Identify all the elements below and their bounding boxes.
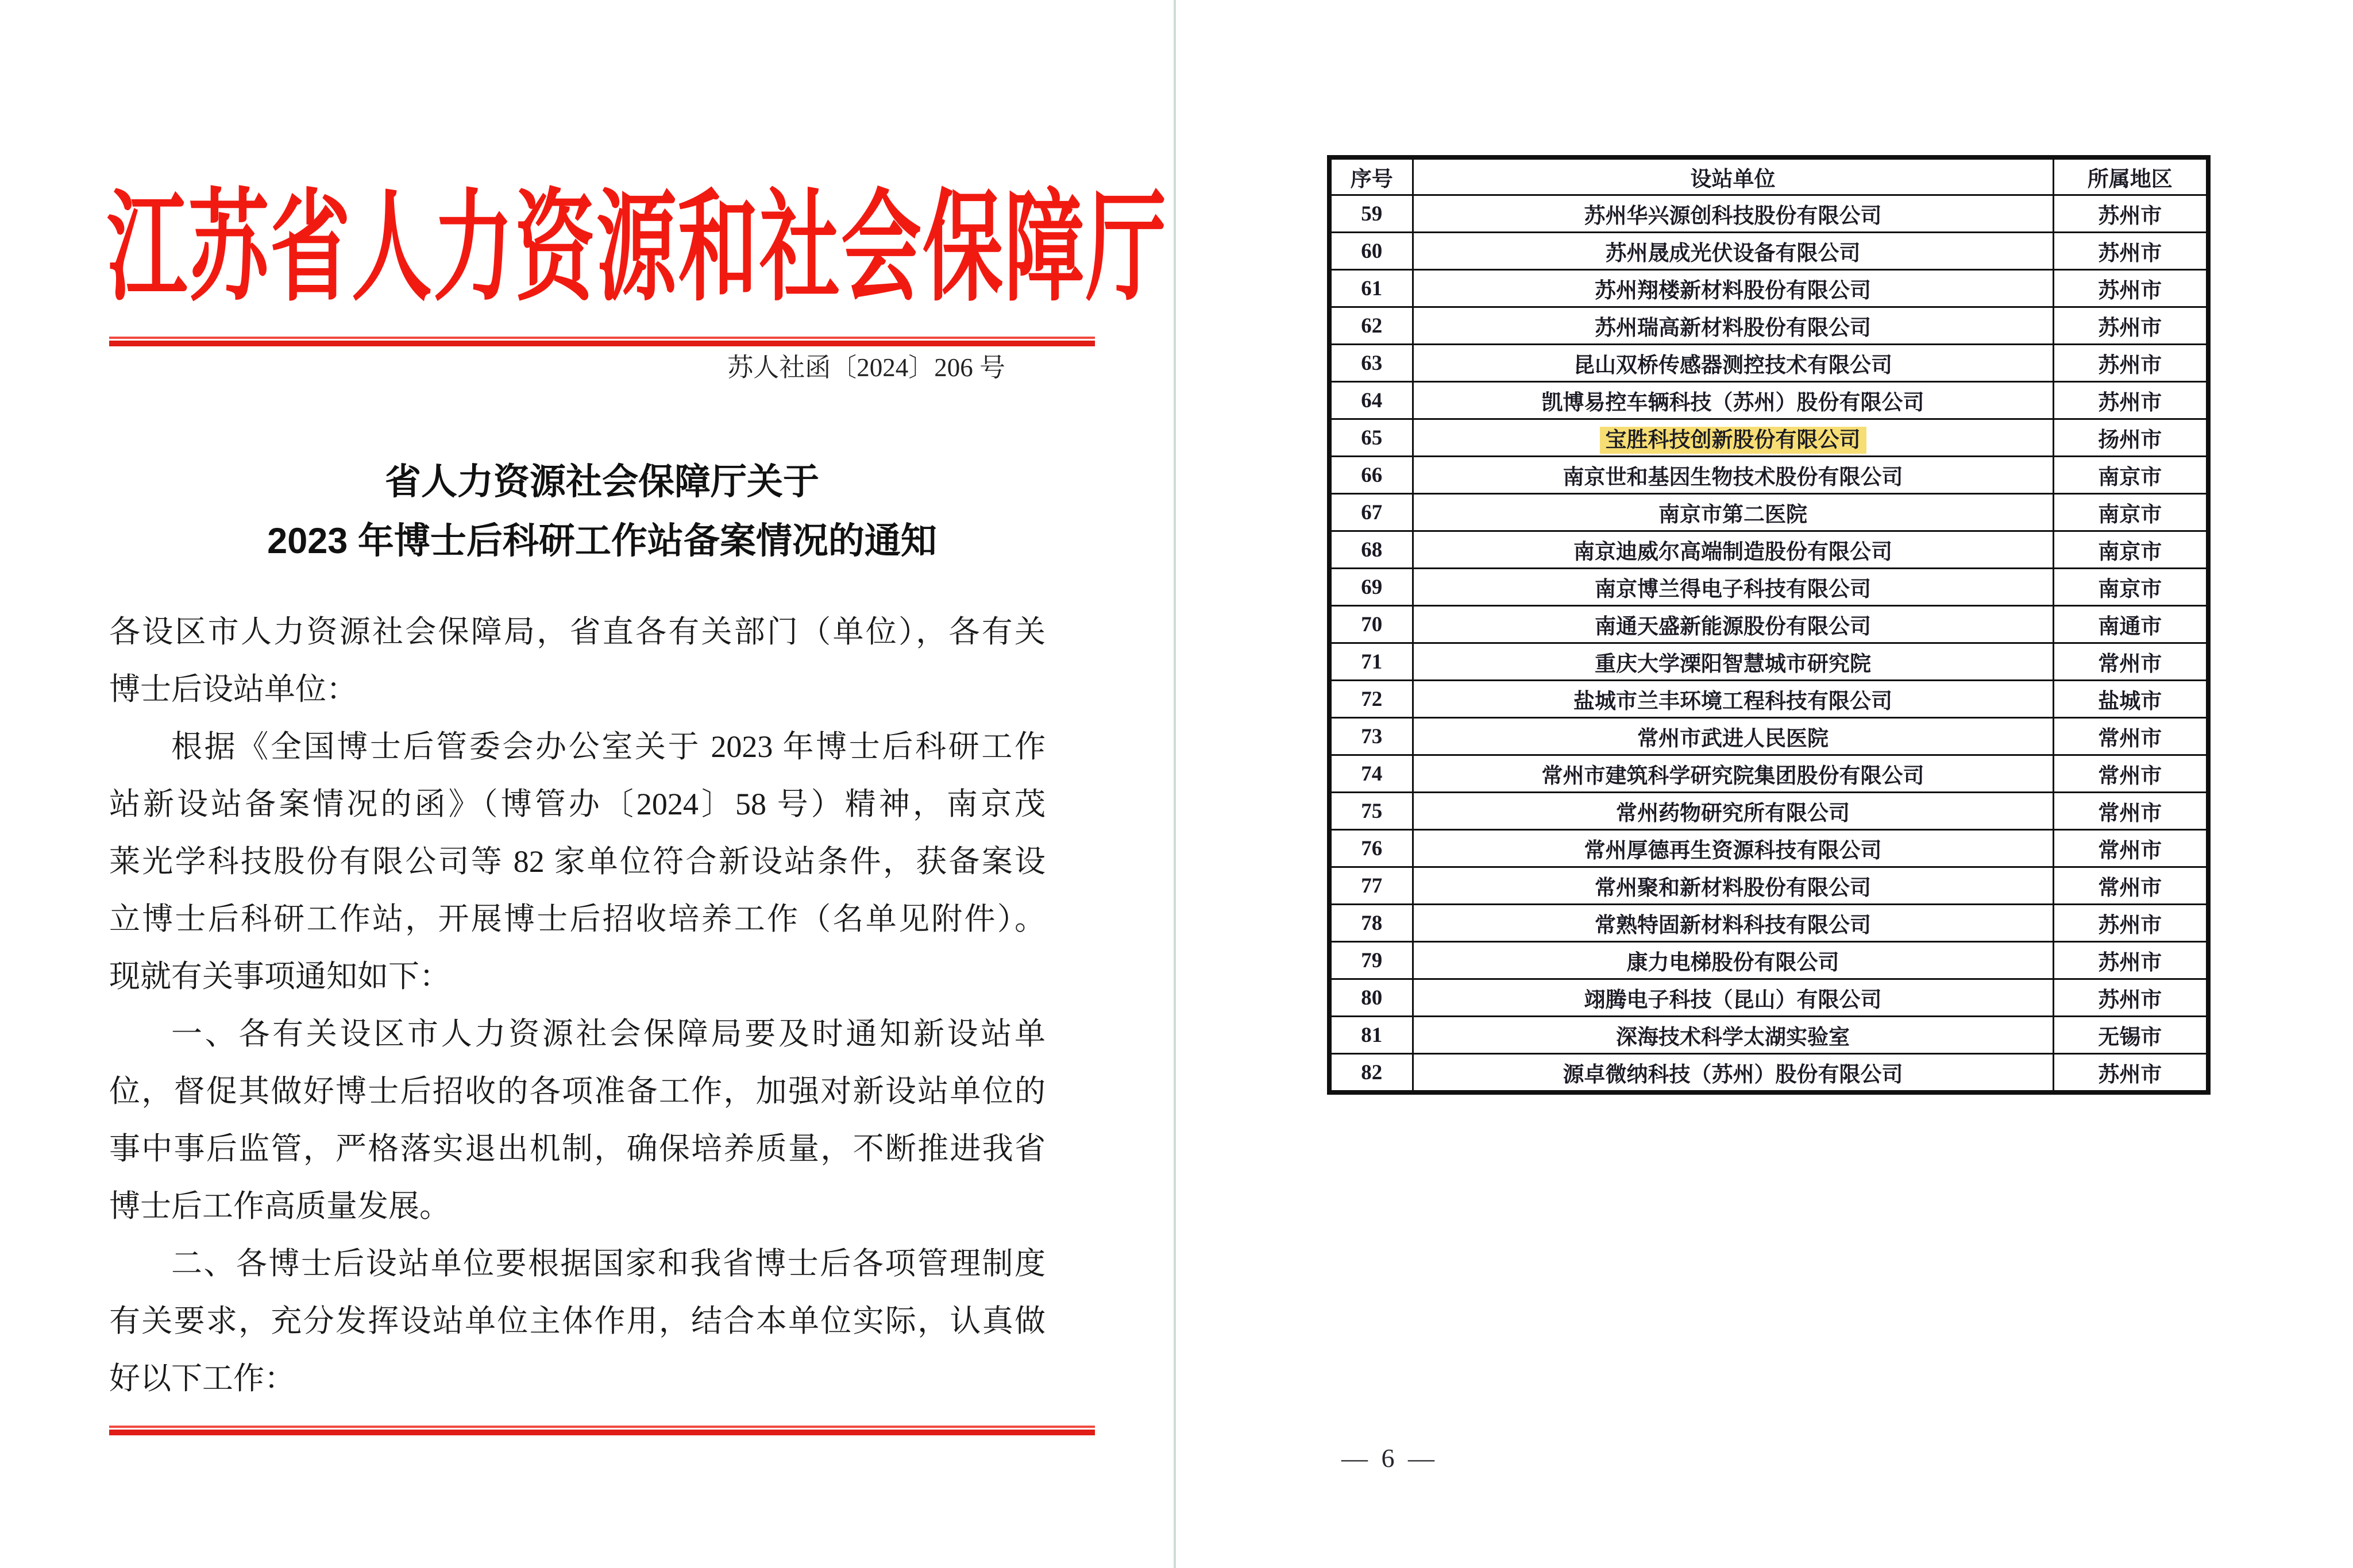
body-line: 立博士后科研工作站，开展博士后招收培养工作（名单见附件）。 xyxy=(109,902,1046,936)
table-row xyxy=(1329,867,2208,905)
station-unit-name: 南京博兰得电子科技有限公司 xyxy=(1413,569,2053,606)
row-region: 南京市 xyxy=(2053,531,2208,569)
row-region: 苏州市 xyxy=(2053,307,2208,345)
row-region: 常州市 xyxy=(2053,867,2208,905)
table-row xyxy=(1329,793,2208,830)
row-number: 67 xyxy=(1329,494,1413,531)
table-row xyxy=(1329,830,2208,867)
table-row xyxy=(1329,681,2208,718)
table-row xyxy=(1329,606,2208,643)
agency-header-title: 江苏省人力资源和社会保障厅 xyxy=(107,182,1168,316)
row-number: 80 xyxy=(1329,979,1413,1017)
station-unit-name: 昆山双桥传感器测控技术有限公司 xyxy=(1413,345,2053,382)
body-line: 一、各有关设区市人力资源社会保障局要及时通知新设站单 xyxy=(171,1017,1046,1051)
row-region: 苏州市 xyxy=(2053,345,2208,382)
station-unit-name: 常熟特固新材料科技有限公司 xyxy=(1413,905,2053,942)
row-number: 72 xyxy=(1329,681,1413,718)
table-row xyxy=(1329,718,2208,755)
table-row xyxy=(1329,905,2208,942)
row-number: 74 xyxy=(1329,755,1413,793)
header-red-rule xyxy=(109,337,1095,346)
table-header-region: 所属地区 xyxy=(2053,157,2208,195)
body-line: 位，督促其做好博士后招收的各项准备工作，加强对新设站单位的 xyxy=(109,1074,1046,1109)
row-number: 79 xyxy=(1329,942,1413,979)
station-unit-name: 常州市建筑科学研究院集团股份有限公司 xyxy=(1413,755,2053,793)
table-row xyxy=(1329,457,2208,494)
table-row xyxy=(1329,643,2208,681)
table-row xyxy=(1329,345,2208,382)
station-unit-name: 苏州晟成光伏设备有限公司 xyxy=(1413,233,2053,270)
row-region: 常州市 xyxy=(2053,643,2208,681)
body-line: 有关要求，充分发挥设站单位主体作用，结合本单位实际，认真做 xyxy=(109,1304,1046,1338)
page-number: — 6 — xyxy=(1341,1443,1438,1473)
row-number: 59 xyxy=(1329,195,1413,233)
table-row xyxy=(1329,942,2208,979)
row-region: 南京市 xyxy=(2053,494,2208,531)
row-number: 61 xyxy=(1329,270,1413,307)
body-line: 事中事后监管，严格落实退出机制，确保培养质量，不断推进我省 xyxy=(109,1131,1046,1166)
station-unit-name: 南京市第二医院 xyxy=(1413,494,2053,531)
row-number: 75 xyxy=(1329,793,1413,830)
station-unit-name: 翊腾电子科技（昆山）有限公司 xyxy=(1413,979,2053,1017)
station-table xyxy=(1327,155,2211,1095)
station-unit-name: 苏州瑞高新材料股份有限公司 xyxy=(1413,307,2053,345)
document-title xyxy=(109,453,1095,571)
table-row xyxy=(1329,195,2208,233)
row-region: 常州市 xyxy=(2053,793,2208,830)
row-region: 扬州市 xyxy=(2053,419,2208,457)
row-region: 常州市 xyxy=(2053,755,2208,793)
body-line: 各设区市人力资源社会保障局，省直各有关部门（单位），各有关 xyxy=(109,615,1046,649)
row-number: 73 xyxy=(1329,718,1413,755)
row-number: 65 xyxy=(1329,419,1413,457)
document-number: 苏人社函〔2024〕206 号 xyxy=(727,353,1005,382)
row-region: 南京市 xyxy=(2053,457,2208,494)
row-number: 71 xyxy=(1329,643,1413,681)
station-unit-name: 深海技术科学太湖实验室 xyxy=(1413,1017,2053,1054)
document-body xyxy=(109,603,1046,1407)
row-number: 63 xyxy=(1329,345,1413,382)
table-header-unit: 设站单位 xyxy=(1413,157,2053,195)
page-divider xyxy=(1174,0,1176,1568)
station-unit-name: 苏州翔楼新材料股份有限公司 xyxy=(1413,270,2053,307)
row-number: 66 xyxy=(1329,457,1413,494)
row-region: 苏州市 xyxy=(2053,233,2208,270)
row-number: 76 xyxy=(1329,830,1413,867)
station-unit-name: 盐城市兰丰环境工程科技有限公司 xyxy=(1413,681,2053,718)
body-line: 根据《全国博士后管委会办公室关于 2023 年博士后科研工作 xyxy=(171,729,1046,764)
station-unit-name: 南京世和基因生物技术股份有限公司 xyxy=(1413,457,2053,494)
footer-red-rule xyxy=(109,1426,1095,1435)
station-unit-name: 重庆大学溧阳智慧城市研究院 xyxy=(1413,643,2053,681)
table-row xyxy=(1329,755,2208,793)
station-unit-name: 康力电梯股份有限公司 xyxy=(1413,942,2053,979)
table-row xyxy=(1329,233,2208,270)
body-line: 好以下工作： xyxy=(109,1361,295,1396)
row-region: 苏州市 xyxy=(2053,195,2208,233)
body-line: 二、各博士后设站单位要根据国家和我省博士后各项管理制度 xyxy=(171,1246,1046,1281)
row-number: 77 xyxy=(1329,867,1413,905)
table-row xyxy=(1329,419,2208,457)
row-number: 60 xyxy=(1329,233,1413,270)
station-unit-name: 常州聚和新材料股份有限公司 xyxy=(1413,867,2053,905)
table-row xyxy=(1329,531,2208,569)
row-region: 盐城市 xyxy=(2053,681,2208,718)
table-row xyxy=(1329,979,2208,1017)
table-row xyxy=(1329,307,2208,345)
row-number: 70 xyxy=(1329,606,1413,643)
highlighted-unit-name: 宝胜科技创新股份有限公司 xyxy=(1600,427,1866,454)
station-unit-name: 凯博易控车辆科技（苏州）股份有限公司 xyxy=(1413,382,2053,419)
row-region: 苏州市 xyxy=(2053,382,2208,419)
table-row xyxy=(1329,1017,2208,1054)
row-number: 64 xyxy=(1329,382,1413,419)
station-unit-name: 常州厚德再生资源科技有限公司 xyxy=(1413,830,2053,867)
station-unit-name: 常州市武进人民医院 xyxy=(1413,718,2053,755)
document-title-line2: 2023 年博士后科研工作站备案情况的通知 xyxy=(267,521,937,561)
row-region: 南通市 xyxy=(2053,606,2208,643)
row-region: 常州市 xyxy=(2053,830,2208,867)
row-region: 苏州市 xyxy=(2053,979,2208,1017)
station-unit-name: 苏州华兴源创科技股份有限公司 xyxy=(1413,195,2053,233)
station-unit-name: 南通天盛新能源股份有限公司 xyxy=(1413,606,2053,643)
station-unit-name: 源卓微纳科技（苏州）股份有限公司 xyxy=(1413,1054,2053,1093)
row-region: 南京市 xyxy=(2053,569,2208,606)
table-row xyxy=(1329,382,2208,419)
document-title-line1: 省人力资源社会保障厅关于 xyxy=(385,462,819,502)
row-number: 81 xyxy=(1329,1017,1413,1054)
station-unit-name: 南京迪威尔高端制造股份有限公司 xyxy=(1413,531,2053,569)
row-number: 69 xyxy=(1329,569,1413,606)
row-region: 苏州市 xyxy=(2053,905,2208,942)
body-line: 博士后设站单位： xyxy=(109,672,357,706)
table-row xyxy=(1329,569,2208,606)
station-unit-name: 常州药物研究所有限公司 xyxy=(1413,793,2053,830)
row-region: 苏州市 xyxy=(2053,270,2208,307)
table-header-no: 序号 xyxy=(1329,157,1413,195)
row-region: 苏州市 xyxy=(2053,942,2208,979)
table-row xyxy=(1329,1054,2208,1093)
row-number: 82 xyxy=(1329,1054,1413,1093)
row-region: 苏州市 xyxy=(2053,1054,2208,1093)
table-header-row xyxy=(1329,157,2208,195)
station-unit-name xyxy=(1413,419,2053,457)
table-row xyxy=(1329,494,2208,531)
body-line: 博士后工作高质量发展。 xyxy=(109,1189,450,1223)
row-number: 78 xyxy=(1329,905,1413,942)
body-line: 现就有关事项通知如下： xyxy=(109,959,450,994)
row-region: 无锡市 xyxy=(2053,1017,2208,1054)
body-line: 莱光学科技股份有限公司等 82 家单位符合新设站条件，获备案设 xyxy=(109,844,1046,879)
station-table-body xyxy=(1329,195,2208,1093)
body-line: 站新设站备案情况的函》（博管办〔2024〕58 号）精神，南京茂 xyxy=(109,787,1046,821)
table-row xyxy=(1329,270,2208,307)
row-region: 常州市 xyxy=(2053,718,2208,755)
row-number: 68 xyxy=(1329,531,1413,569)
row-number: 62 xyxy=(1329,307,1413,345)
